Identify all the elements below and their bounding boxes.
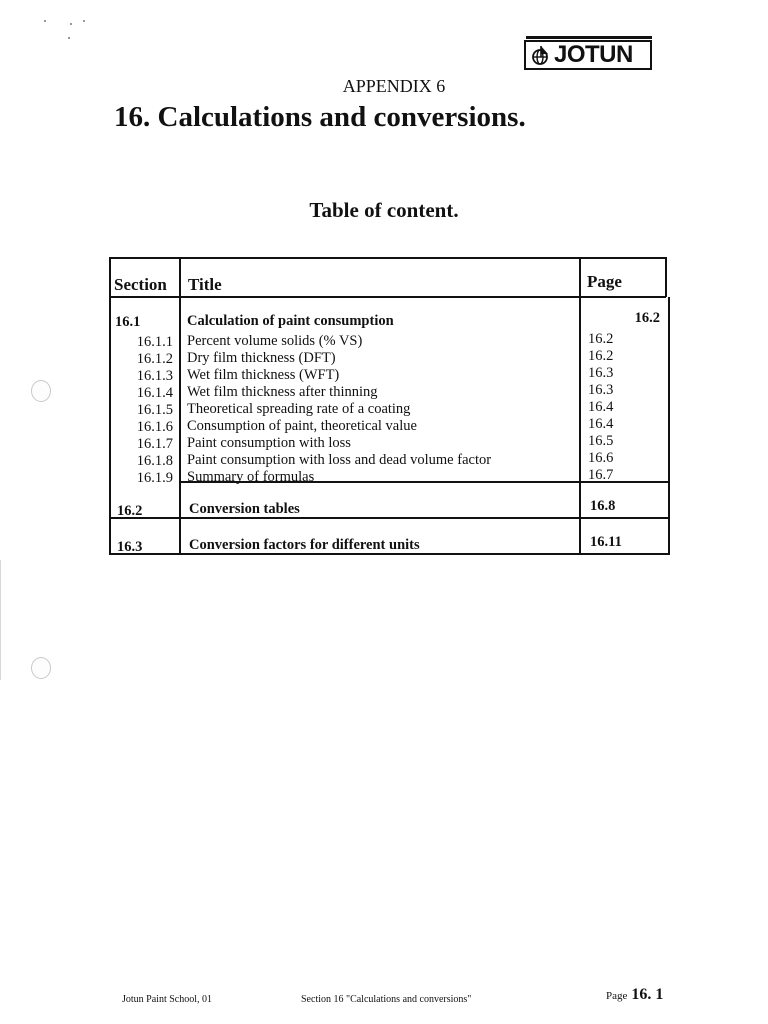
section-number: 16.1.7 bbox=[136, 436, 173, 452]
section-number: 16.1.1 bbox=[136, 334, 173, 350]
table-border-top bbox=[109, 257, 666, 259]
scan-speck bbox=[68, 37, 70, 39]
footer-page bbox=[606, 986, 663, 1004]
table-border-right bbox=[668, 297, 670, 554]
page-number: 16.6 bbox=[588, 450, 614, 466]
footer-section: Section 16 "Calculations and conversions" bbox=[301, 994, 472, 1005]
section-number: 16.1.8 bbox=[136, 453, 173, 469]
punch-hole bbox=[31, 657, 51, 679]
section-number: 16.1.6 bbox=[136, 419, 173, 435]
scan-speck bbox=[83, 20, 85, 22]
toc-table bbox=[109, 257, 670, 561]
section-number: 16.1.9 bbox=[136, 470, 173, 486]
toc-title: Table of content. bbox=[309, 198, 459, 222]
header-section: Section bbox=[114, 275, 167, 294]
section-title: Consumption of paint, theoretical value bbox=[187, 418, 417, 434]
section-title: Summary of formulas bbox=[187, 469, 315, 485]
section-title: Wet film thickness (WFT) bbox=[187, 367, 340, 383]
section-title: Dry film thickness (DFT) bbox=[187, 350, 336, 366]
page-number: 16.3 bbox=[588, 382, 614, 398]
section-title: Percent volume solids (% VS) bbox=[187, 333, 363, 349]
section-title: Paint consumption with loss and dead volume factor bbox=[187, 452, 492, 468]
section-number: 16.3 bbox=[117, 539, 143, 555]
footer-page-number: 16. 1 bbox=[631, 986, 664, 1003]
page-number: 16.11 bbox=[590, 534, 622, 550]
page-number: 16.2 bbox=[634, 310, 660, 326]
column-divider-page bbox=[579, 257, 581, 554]
section-title: Wet film thickness after thinning bbox=[187, 384, 378, 400]
page-number: 16.7 bbox=[588, 467, 614, 483]
section-number: 16.1 bbox=[115, 314, 141, 330]
globe-ship-icon bbox=[530, 45, 552, 65]
section-number: 16.2 bbox=[117, 503, 143, 519]
jotun-logo bbox=[524, 40, 652, 70]
logo-wordmark: JOTUN bbox=[554, 41, 633, 68]
page-number: 16.4 bbox=[588, 399, 614, 415]
section-number: 16.1.2 bbox=[136, 351, 173, 367]
page-number: 16.2 bbox=[588, 348, 614, 364]
page-number: 16.5 bbox=[588, 433, 614, 449]
column-divider-section bbox=[179, 257, 181, 554]
scan-speck bbox=[70, 23, 72, 25]
appendix-label: APPENDIX 6 bbox=[342, 76, 446, 96]
page-number: 16.8 bbox=[590, 498, 616, 514]
scan-edge bbox=[0, 560, 1, 680]
logo-top-bar bbox=[526, 36, 652, 39]
header-page: Page bbox=[587, 272, 622, 291]
footer-school: Jotun Paint School, 01 bbox=[122, 994, 213, 1005]
footer-page-label: Page bbox=[606, 990, 628, 1002]
page-number: 16.3 bbox=[588, 365, 614, 381]
section-number: 16.1.3 bbox=[136, 368, 173, 384]
table-border-right bbox=[665, 257, 667, 297]
section-number: 16.1.4 bbox=[136, 385, 173, 401]
section-title: Conversion tables bbox=[189, 501, 300, 517]
section-title: Theoretical spreading rate of a coating bbox=[187, 401, 411, 417]
header-divider bbox=[109, 296, 666, 298]
punch-hole bbox=[31, 380, 51, 402]
page-title: 16. Calculations and conversions. bbox=[114, 101, 526, 133]
page-number: 16.2 bbox=[588, 331, 614, 347]
page-number: 16.4 bbox=[588, 416, 614, 432]
section-number: 16.1.5 bbox=[136, 402, 173, 418]
section-title: Conversion factors for different units bbox=[189, 537, 420, 553]
header-title: Title bbox=[188, 275, 222, 294]
scan-speck bbox=[44, 20, 46, 22]
section-title: Calculation of paint consumption bbox=[187, 313, 394, 329]
section-title: Paint consumption with loss bbox=[187, 435, 351, 451]
